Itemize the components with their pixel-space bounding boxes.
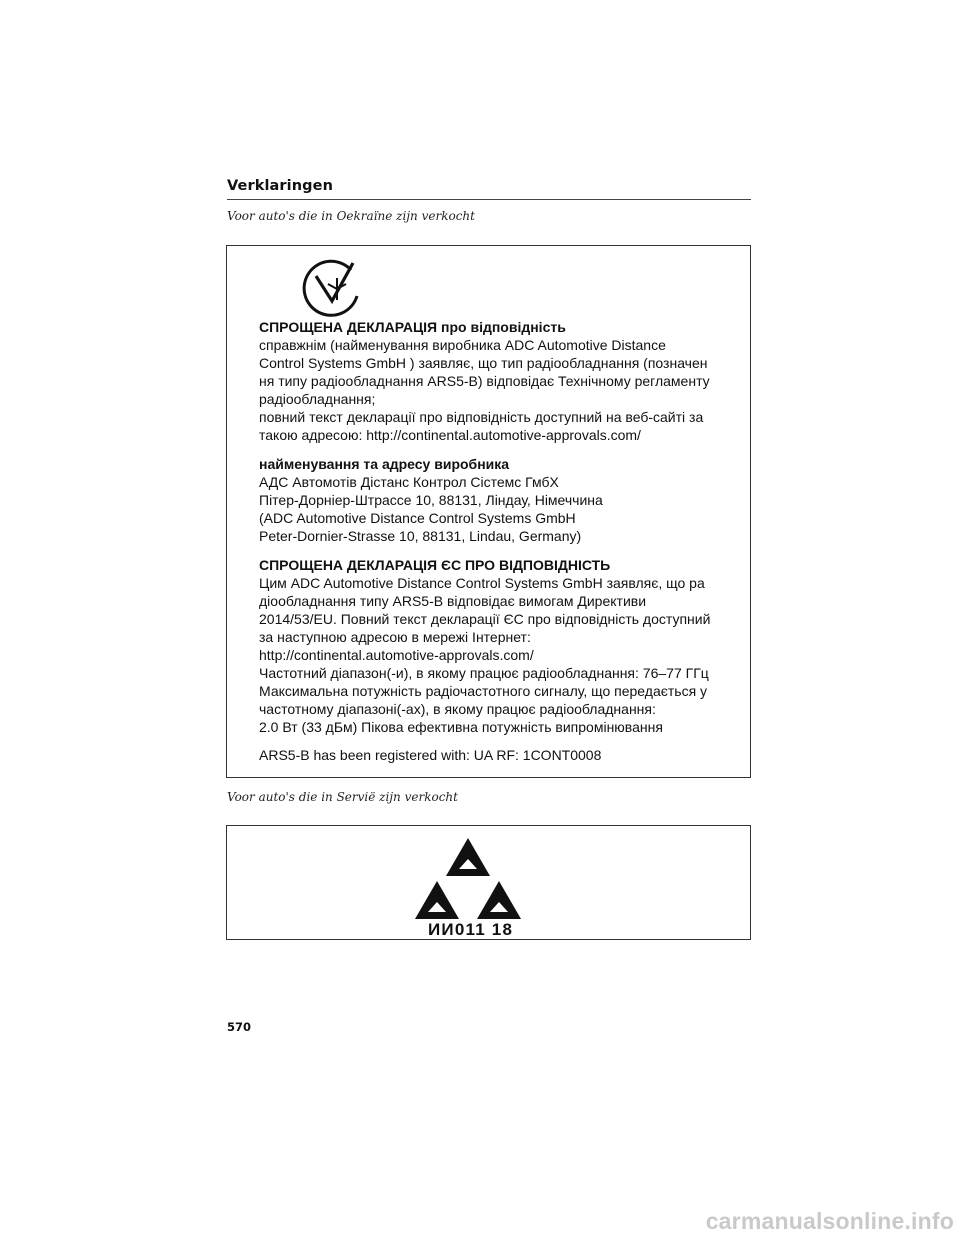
declaration-line: справжнім (найменування виробника ADC Automotive Distance	[259, 337, 666, 353]
serbia-mark-box	[226, 825, 751, 940]
manufacturer-line: АДС Автомотів Дістанс Контрол Сістемс ГмбХ	[259, 474, 559, 490]
eu-declaration-line: 2.0 Вт (33 дБм) Пікова ефективна потужність випромінювання	[259, 719, 663, 735]
manufacturer-heading: найменування та адресу виробника	[259, 456, 510, 472]
spacer	[259, 545, 739, 556]
section-title: Verklaringen	[227, 178, 333, 194]
eu-declaration-line: 2014/53/EU. Повний текст декларації ЄС про відповідність доступний	[259, 611, 711, 627]
ukraine-conformity-mark-icon	[299, 254, 365, 320]
eu-declaration-line: частотному діапазоні(-ах), в якому працює радіообладнання:	[259, 701, 656, 717]
spacer	[259, 736, 739, 746]
declaration-text	[259, 318, 739, 764]
simplified-declaration-heading: СПРОЩЕНА ДЕКЛАРАЦІЯ про відповідність	[259, 319, 566, 335]
ukraine-subheading: Voor auto's die in Oekraïne zijn verkocht	[227, 209, 475, 223]
declaration-line: Control Systems GmbH ) заявляє, що тип радіообладнання (позначен	[259, 355, 708, 371]
eu-declaration-line: Частотний діапазон(-и), в якому працює радіообладнання: 76–77 ГГц	[259, 665, 709, 681]
eu-declaration-heading: СПРОЩЕНА ДЕКЛАРАЦІЯ ЄС ПРО ВІДПОВІДНІСТЬ	[259, 557, 611, 573]
registration-line: ARS5-B has been registered with: UA RF: 1CONT0008	[259, 747, 602, 763]
ukraine-declaration-box	[226, 245, 751, 778]
manufacturer-line: Peter-Dornier-Strasse 10, 88131, Lindau, Germany)	[259, 528, 582, 544]
serbia-certificate-code: ИИ011 18	[428, 920, 514, 939]
spacer	[259, 444, 739, 455]
declaration-line: ня типу радіообладнання ARS5-B) відповідає Технічному регламенту	[259, 373, 710, 389]
serbia-conformity-triangles-icon	[411, 835, 525, 919]
title-divider	[227, 199, 751, 200]
eu-declaration-line: http://continental.automotive-approvals.com/	[259, 647, 534, 663]
eu-declaration-line: Максимальна потужність радіочастотного сигналу, що передається у	[259, 683, 708, 699]
eu-declaration-line: діообладнання типу ARS5-B відповідає вимогам Директиви	[259, 593, 647, 609]
manufacturer-line: (ADC Automotive Distance Control Systems GmbH	[259, 510, 576, 526]
page-number: 570	[227, 1020, 252, 1034]
watermark: carmanualsonline.info	[705, 1208, 954, 1234]
serbia-subheading: Voor auto's die in Servië zijn verkocht	[227, 790, 458, 804]
declaration-line: радіообладнання;	[259, 391, 376, 407]
manufacturer-line: Пітер-Дорніер-Штрассе 10, 88131, Ліндау, Німеччина	[259, 492, 603, 508]
declaration-line: повний текст декларації про відповідність доступний на веб-сайті за	[259, 409, 704, 425]
eu-declaration-line: за наступною адресою в мережі Інтернет:	[259, 629, 531, 645]
eu-declaration-line: Цим ADC Automotive Distance Control Systems GmbH заявляє, що ра	[259, 575, 705, 591]
declaration-line: такою адресою: http://continental.automotive-approvals.com/	[259, 427, 641, 443]
